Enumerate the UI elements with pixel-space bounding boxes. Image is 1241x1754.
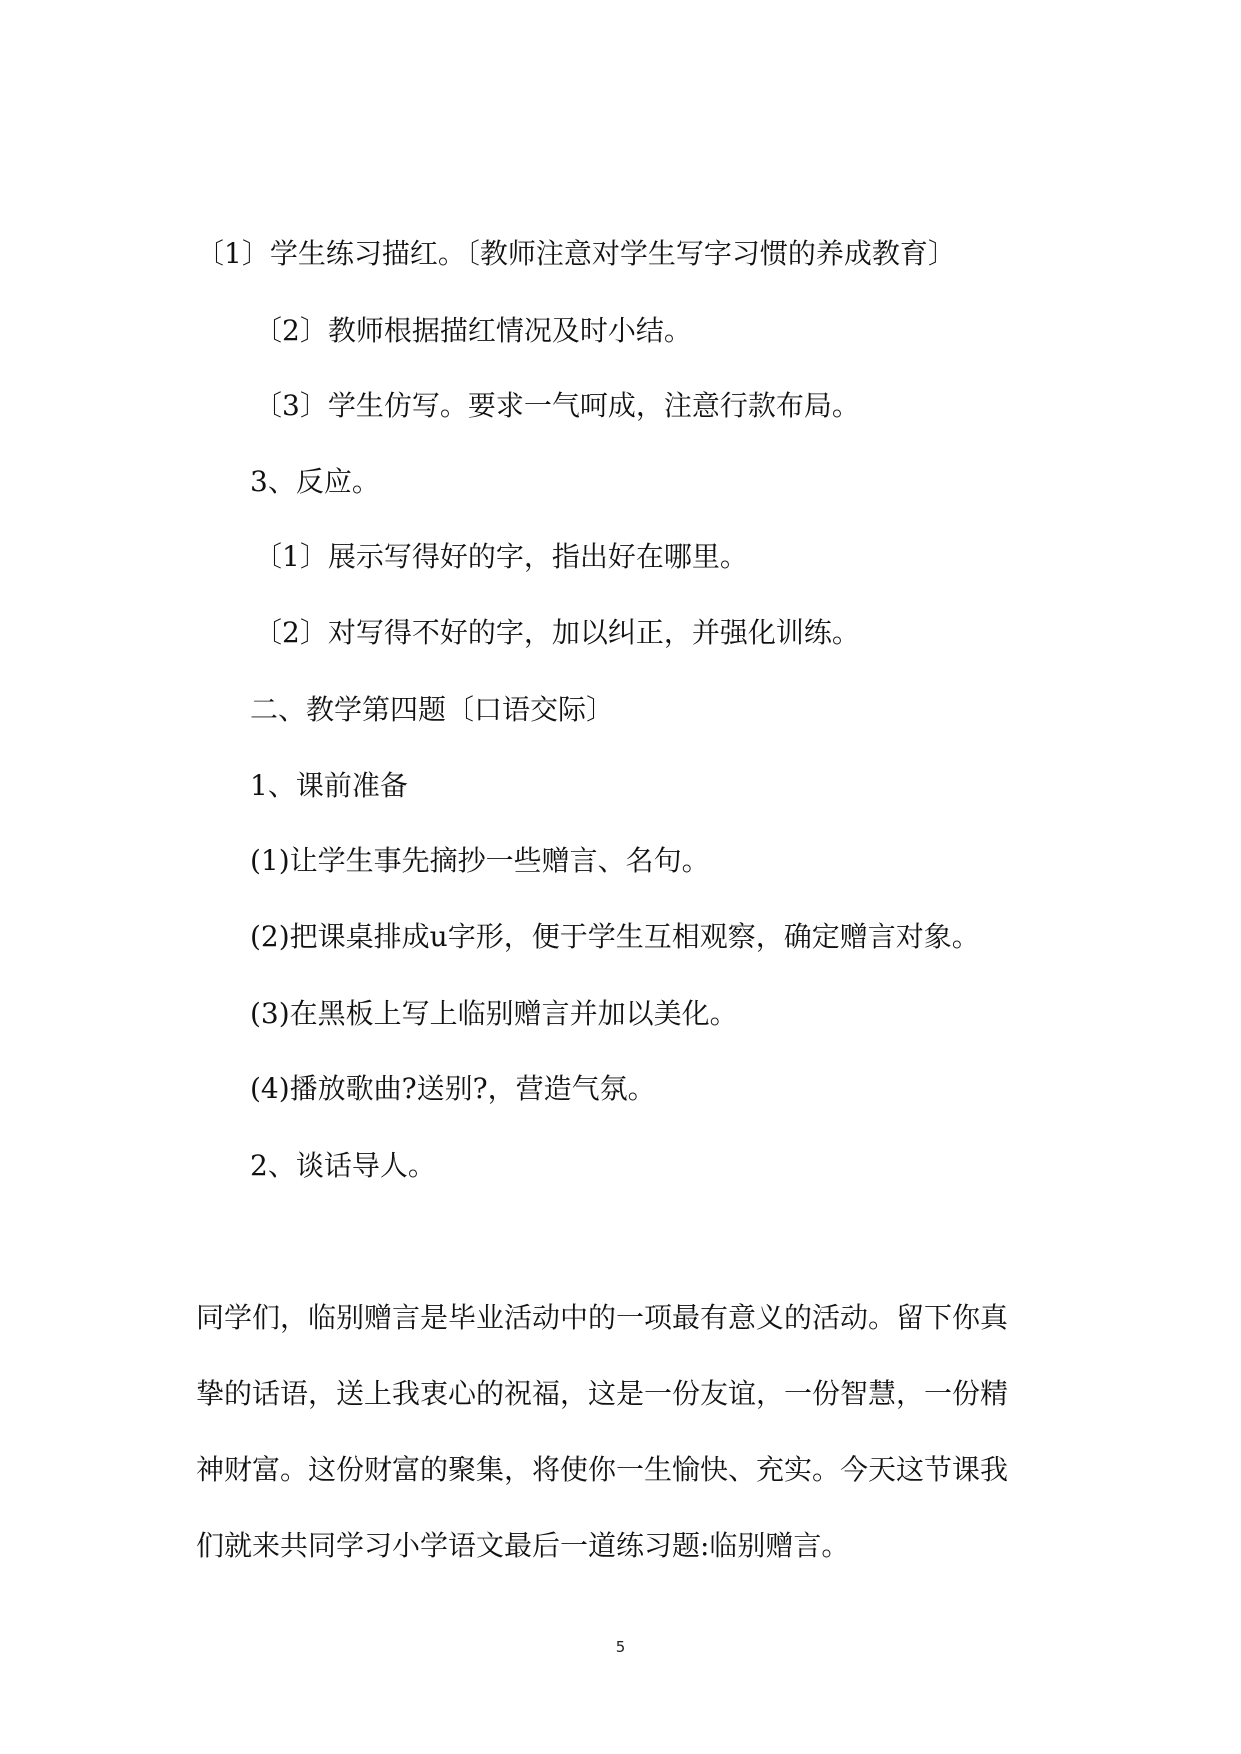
list-item: (1)让学生事先摘抄一些赠言、名句。: [250, 844, 710, 877]
section-heading: 3、反应。: [250, 465, 380, 498]
list-item: 〔3〕学生仿写。要求一气呵成，注意行款布局。: [254, 389, 860, 422]
list-item: 〔1〕展示写得好的字，指出好在哪里。: [254, 540, 748, 573]
list-item: (2)把课桌排成u字形，便于学生互相观察，确定赠言对象。: [250, 920, 980, 953]
list-item: 〔2〕教师根据描红情况及时小结。: [254, 314, 692, 347]
paragraph-line: 神财富。这份财富的聚集，将使你一生愉快、充实。今天这节课我: [196, 1453, 1009, 1486]
list-item: (4)播放歌曲?送别?，营造气氛。: [250, 1072, 656, 1105]
page-number: 5: [615, 1638, 626, 1656]
paragraph-line: 们就来共同学习小学语文最后一道练习题:临别赠言。: [196, 1529, 850, 1562]
list-item: (3)在黑板上写上临别赠言并加以美化。: [250, 997, 738, 1030]
section-heading: 二、教学第四题〔口语交际〕: [250, 693, 615, 726]
section-heading: 2、谈话导人。: [250, 1149, 436, 1182]
list-item: 〔1〕学生练习描红。〔教师注意对学生写字习惯的养成教育〕: [196, 237, 956, 270]
list-item: 〔2〕对写得不好的字，加以纠正，并强化训练。: [254, 616, 860, 649]
section-heading: 1、课前准备: [250, 769, 408, 802]
paragraph-line: 挚的话语，送上我衷心的祝福，这是一份友谊，一份智慧，一份精: [196, 1377, 1009, 1410]
paragraph-line: 同学们，临别赠言是毕业活动中的一项最有意义的活动。留下你真: [196, 1301, 1009, 1334]
